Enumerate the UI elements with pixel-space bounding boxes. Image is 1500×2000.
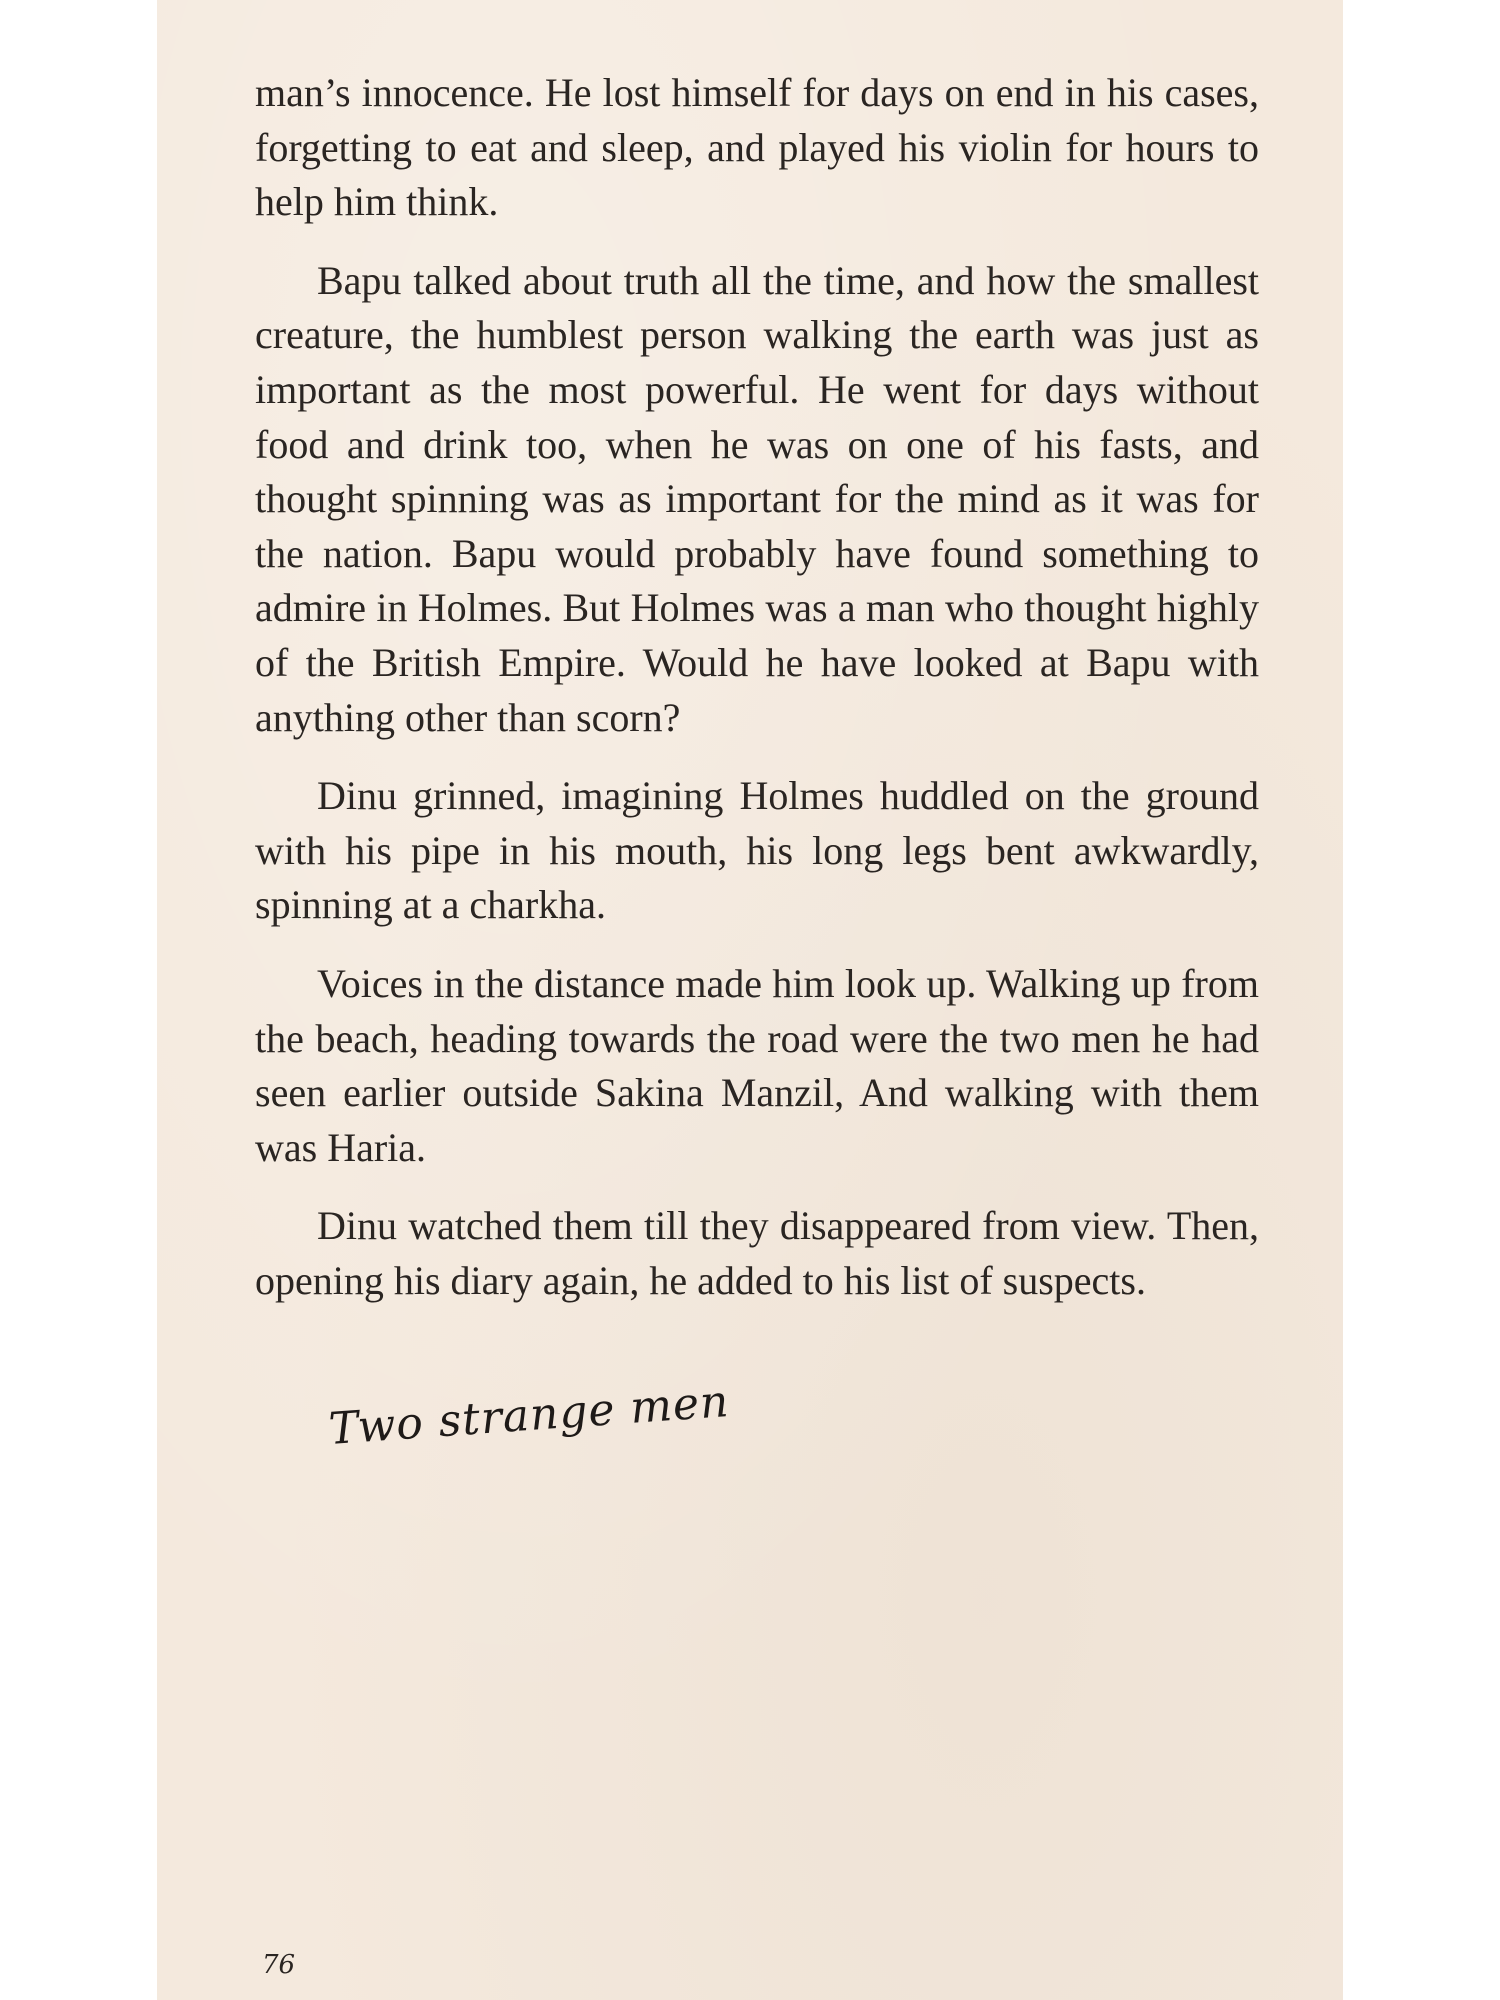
paragraph: man’s innocence. He lost himself for days on end in his cases, forgetting to eat and sleep, and played his violin for hours to help him think. [255, 70, 1259, 225]
paragraph: Voices in the distance made him look up. Walking up from the beach, heading towards the road were the two men he had seen earlier outside Sakina Manzil, And walking with them was Haria. [255, 960, 1259, 1170]
handwritten-note: Two strange men [327, 1376, 731, 1455]
page-number: 76 [262, 1950, 296, 1980]
book-page [157, 0, 1343, 2000]
paragraph: Bapu talked about truth all the time, and how the smallest creature, the humblest person walking the earth was just as important as the most powerful. He went for days without food and drink too, when he was on one of his fasts, and thought spinning was as important for the mind as it was for the nation. Bapu would probably have found something to admire in Holmes. But Holmes was a man who thought highly of the British Empire. Would he have looked at Bapu with anything other than scorn? [255, 257, 1259, 740]
paragraph: Dinu watched them till they disappeared from view. Then, opening his diary again, he added to his list of suspects. [255, 1203, 1259, 1303]
paragraph: Dinu grinned, imagining Holmes huddled on the ground with his pipe in his mouth, his long legs bent awkwardly, spinning at a charkha. [255, 773, 1259, 928]
body-text [255, 66, 1259, 1332]
